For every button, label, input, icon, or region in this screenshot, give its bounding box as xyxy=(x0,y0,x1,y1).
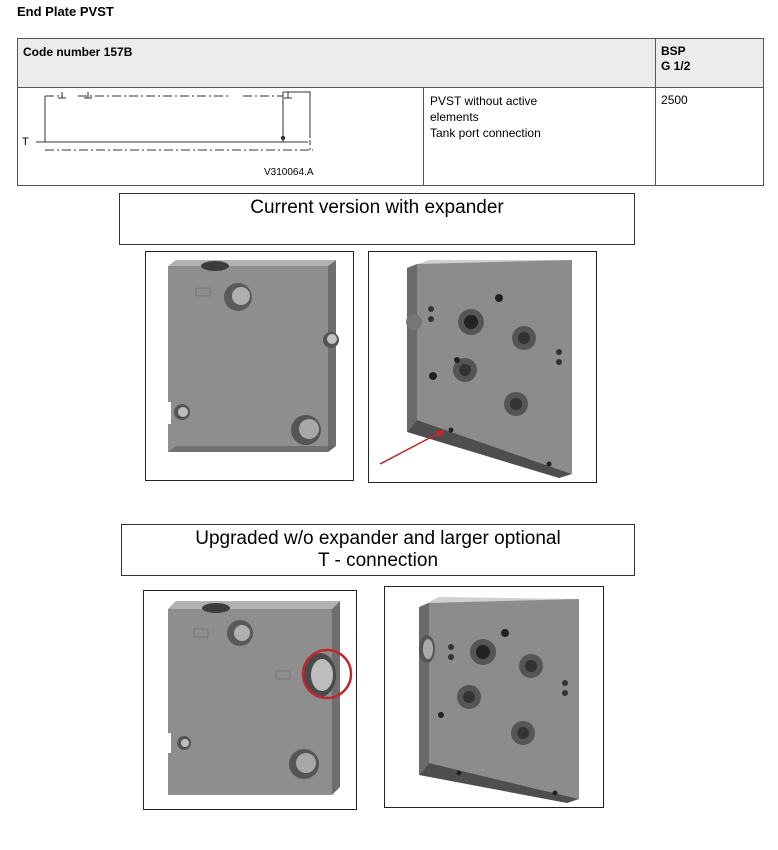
upgraded-title-line-1: Upgraded w/o expander and larger optional xyxy=(195,528,561,549)
current-side-view-image xyxy=(146,252,353,480)
upgraded-side-view-frame xyxy=(143,590,357,810)
upgraded-title-line-2: T - connection xyxy=(317,550,439,571)
current-version-title: Current version with expander xyxy=(250,197,504,218)
port-label-t: T xyxy=(22,136,29,148)
page-title: End Plate PVST xyxy=(17,4,114,19)
drawing-reference: V310064.A xyxy=(264,167,314,178)
code-number-header: Code number 157B xyxy=(18,39,656,88)
bsp-size: G 1/2 xyxy=(661,59,691,73)
schematic-drawing xyxy=(18,88,424,182)
table-header-row xyxy=(18,39,764,88)
upgraded-angle-view-frame xyxy=(384,586,604,808)
upgraded-angle-view-image xyxy=(385,587,603,807)
code-value-cell: 2500 xyxy=(656,88,764,186)
upgraded-version-banner xyxy=(121,524,635,576)
bsp-label: BSP xyxy=(661,44,686,58)
current-angle-view-frame xyxy=(368,251,597,483)
upgraded-side-view-image xyxy=(144,591,356,809)
bsp-header xyxy=(656,39,764,88)
description-line-1: PVST without active xyxy=(430,94,538,108)
current-angle-view-image xyxy=(369,252,596,482)
description-cell xyxy=(424,88,656,186)
current-side-view-frame xyxy=(145,251,354,481)
spec-table xyxy=(17,38,764,186)
description-line-3: Tank port connection xyxy=(430,126,541,140)
schematic-cell xyxy=(18,88,424,186)
table-row xyxy=(18,88,764,186)
description-line-2: elements xyxy=(430,110,479,124)
current-version-banner xyxy=(119,193,635,245)
